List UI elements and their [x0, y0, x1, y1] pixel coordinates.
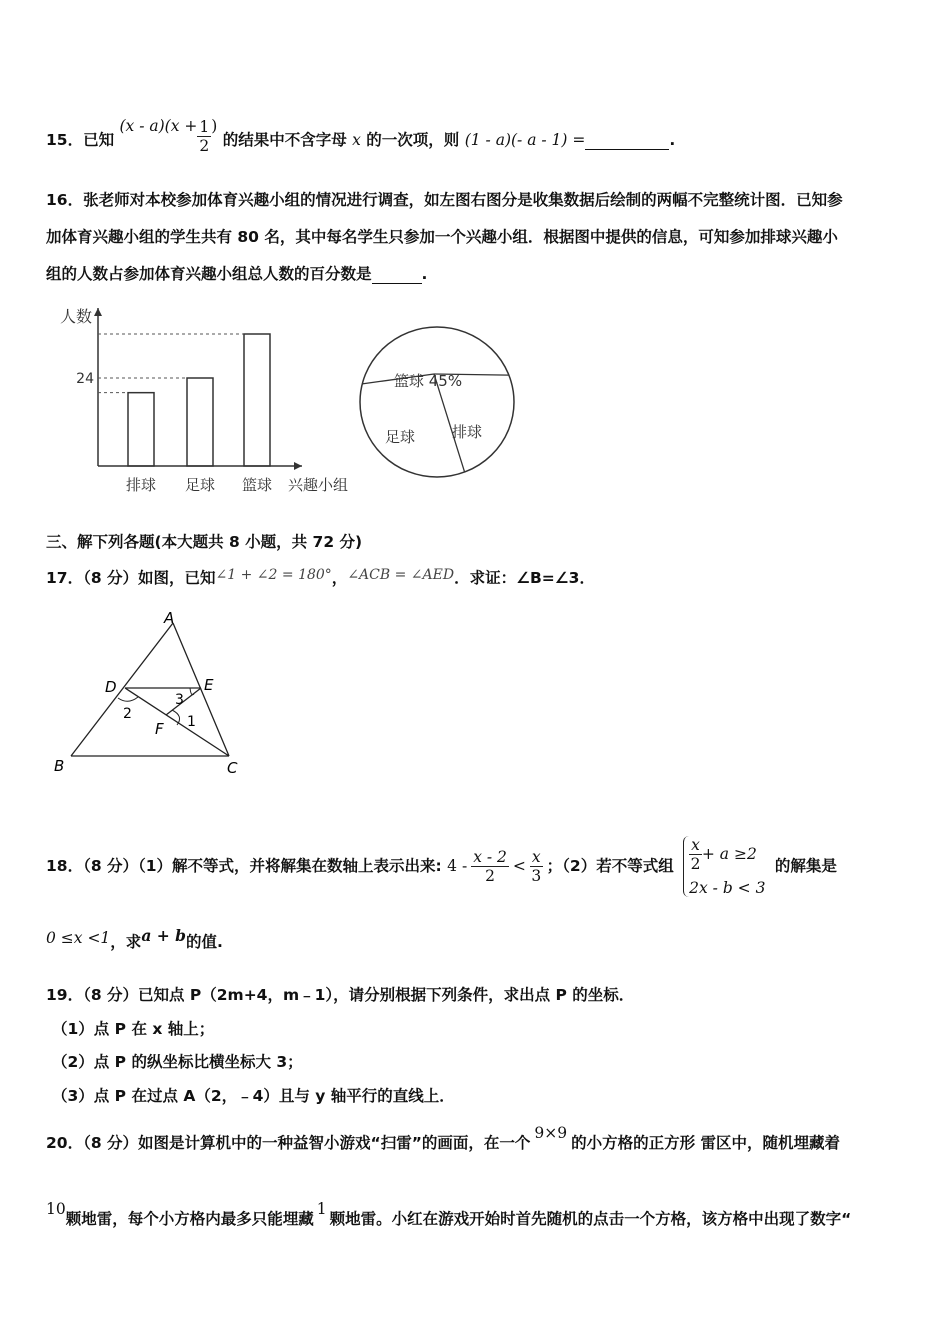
q16-line3: 组的人数占参加体育兴趣小组总人数的百分数是 .: [46, 265, 428, 283]
q15-expr-a: (x - a)(x +: [119, 117, 198, 135]
pie-chart-plot: [360, 327, 514, 477]
label-A: A: [164, 609, 175, 627]
pie-slice-label: 篮球 45%: [394, 372, 463, 390]
q19-item2: （2）点 P 的纵坐标比横坐标大 3；: [52, 1053, 303, 1071]
q16-line1: 16．张老师对本校参加体育兴趣小组的情况进行调查，如左图右图分是收集数据后绘制的两幅不完整统计图．已知参: [46, 191, 843, 209]
q18-system: $\frac{x}{2}$ + a ≥2 2x - b < 3: [683, 836, 765, 897]
y-tick-label: 24: [76, 371, 94, 387]
q16-line2: 加体育兴趣小组的学生共有 80 名，其中每名学生只参加一个兴趣小组．根据图中提供的信息，可知参加排球兴趣小: [46, 228, 838, 246]
label-angle-1: 1: [187, 714, 196, 730]
q18-line1: 18．（8 分）（1）解不等式，并将解集在数轴上表示出来: 4 - $\frac{x - 2}{2}$ < $\frac{x}{3}$ ；（2）若不等式组 $\frac{x}{2}$ + a ≥2 2x - b < 3 的解集是: [46, 836, 837, 897]
q18-ineq-rhs: $\frac{x}{3}$: [531, 848, 542, 885]
edge-AC: [173, 623, 229, 756]
bar-chart: [40, 300, 370, 500]
label-D: D: [105, 678, 117, 696]
q20-line2: 10颗地雷，每个小方格内最多只能埋藏1颗地雷。小红在游戏开始时首先随机的点击一个方格，该方格中出现了数字“: [46, 1200, 852, 1228]
bar-category-label: 篮球: [241, 476, 273, 494]
pie-chart: [352, 322, 522, 482]
bar-category-label: 足球: [184, 476, 216, 494]
pie-circle: [360, 327, 514, 477]
q15-fraction: $\frac{1}{2}$: [199, 118, 210, 155]
q19-item1: （1）点 P 在 x 轴上；: [52, 1020, 215, 1038]
label-angle-3: 3: [175, 692, 184, 708]
angle-arc-1: [172, 710, 180, 725]
q19-item3: （3）点 P 在过点 A（2，﹣4）且与 y 轴平行的直线上．: [52, 1087, 455, 1105]
q19-line1: 19．（8 分）已知点 P（2m+4，m﹣1），请分别根据下列条件，求出点 P 的坐标．: [46, 986, 635, 1004]
label-C: C: [227, 759, 238, 777]
q15-expr-b: (1 - a)(- a - 1) =: [464, 131, 586, 149]
q18-line2: 0 ≤x <1，求a + b的值.: [46, 926, 223, 951]
q16-answer-blank: [372, 265, 422, 284]
bar-category-label: 排球: [125, 476, 157, 494]
q17-line: 17．（8 分）如图，已知∠1 + ∠2 = 180°，∠ACB = ∠AED．求证：∠B=∠3．: [46, 567, 595, 587]
q18-ineq-fraction: $\frac{x - 2}{2}$: [473, 848, 507, 885]
x-axis-label: 兴趣小组: [288, 476, 349, 494]
label-F: F: [155, 720, 164, 738]
label-E: E: [204, 676, 214, 694]
bar: [128, 393, 154, 466]
q15-line: 15．已知 (x - a)(x + $\frac{1}{2}$ ) 的结果中不含字母 x 的一次项，则 (1 - a)(- a - 1) = .: [46, 117, 676, 155]
q17-cond2: ∠ACB = ∠AED: [347, 567, 455, 583]
q17-cond1: ∠1 + ∠2 = 180°: [215, 567, 332, 583]
pie-slice-label: 足球: [385, 428, 416, 446]
bar: [187, 378, 213, 466]
y-axis-label: 人数: [60, 307, 93, 326]
label-angle-2: 2: [123, 706, 132, 722]
label-B: B: [54, 757, 65, 775]
section3-title: 三、解下列各题(本大题共 8 小题，共 72 分): [46, 533, 363, 551]
triangle-figure: [44, 606, 264, 786]
q15-answer-blank: [585, 131, 669, 150]
bar-chart-plot: [60, 307, 348, 494]
bar: [244, 334, 270, 466]
x-axis-arrow: [294, 462, 302, 470]
q20-line1: 20．（8 分）如图是计算机中的一种益智小游戏“扫雷”的画面，在一个9×9的小方格的正方形 雷区中，随机埋藏着: [46, 1124, 841, 1152]
angle-arc-2: [118, 697, 138, 701]
y-axis-arrow: [94, 308, 102, 316]
pie-slice-label: 排球: [452, 423, 483, 441]
